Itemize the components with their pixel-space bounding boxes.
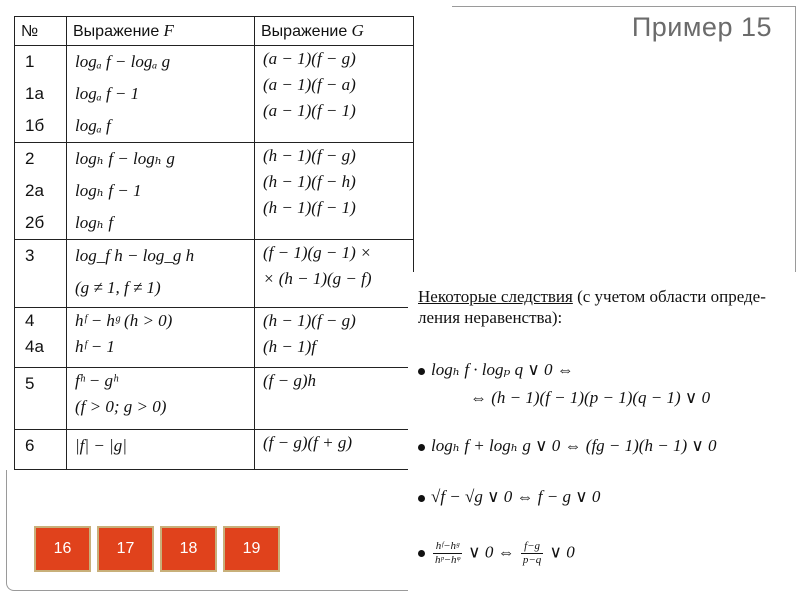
bullet-icon: [418, 444, 425, 451]
slide-frame-right: [795, 6, 796, 276]
header-num: №: [15, 17, 67, 46]
header-f: Выражение F: [67, 17, 255, 46]
nav-button-19[interactable]: 19: [223, 526, 280, 572]
nav-button-16[interactable]: 16: [34, 526, 91, 572]
bullet-icon: [418, 495, 425, 502]
slide-title: Пример 15: [631, 12, 772, 42]
fraction-right: $\frac{f-g}{p-q}$: [522, 540, 542, 566]
slide-frame-top: [452, 6, 796, 7]
consequence-item: logₕ f · logₚ q ∨ 0 ⇔: [418, 360, 574, 380]
bullet-icon: [418, 368, 425, 375]
table-header-row: [15, 17, 414, 46]
header-g: Выражение G: [255, 17, 414, 46]
nav-button-18[interactable]: 18: [160, 526, 217, 572]
table-row: 6 |f| − |g| (f − g)(f + g): [15, 430, 414, 470]
bullet-icon: [418, 550, 425, 557]
table-row: 1 1a 1б logₐ f − logₐ g logₐ f − 1 logₐ f (a − 1)(f − g) (a − 1)(f − a) (a − 1)(f − 1): [15, 46, 414, 143]
table-row: 3 log_f h − log_g h (g ≠ 1, f ≠ 1) (f − 1)(g − 1) × × (h − 1)(g − f): [15, 240, 414, 308]
consequence-item: logₕ f + logₕ g ∨ 0 ⇔ (fg − 1)(h − 1) ∨ 0: [418, 436, 717, 456]
consequences-intro: Некоторые следствия (с учетом области опреде- ления неравенства):: [418, 287, 766, 327]
table-row: 5 fʰ − gʰ (f > 0; g > 0) (f − g)h: [15, 368, 414, 430]
consequence-item: √f − √g ∨ 0 ⇔ f − g ∨ 0: [418, 487, 600, 507]
fraction-left: $\frac{\text{hᶠ−hᵍ}}{\text{hᵖ−hᵠ}}$: [435, 540, 460, 566]
consequence-item-continuation: ⇔ (h − 1)(f − 1)(p − 1)(q − 1) ∨ 0: [470, 388, 711, 407]
consequence-item: $\frac{\text{hᶠ−hᵍ}}{\text{hᵖ−hᵠ}}$ ∨ 0 ⇔ $\frac{f-g}{p-q}$ ∨ 0: [418, 540, 575, 567]
consequences-panel: [408, 272, 800, 600]
nav-button-17[interactable]: 17: [97, 526, 154, 572]
expressions-table: [14, 16, 414, 470]
table-row: 4 4a hᶠ − hᵍ (h > 0) hᶠ − 1 (h − 1)(f − g) (h − 1)f: [15, 308, 414, 368]
table-row: 2 2a 2б logₕ f − logₕ g logₕ f − 1 logₕ f (h − 1)(f − g) (h − 1)(f − h) (h − 1)(f − 1): [15, 143, 414, 240]
